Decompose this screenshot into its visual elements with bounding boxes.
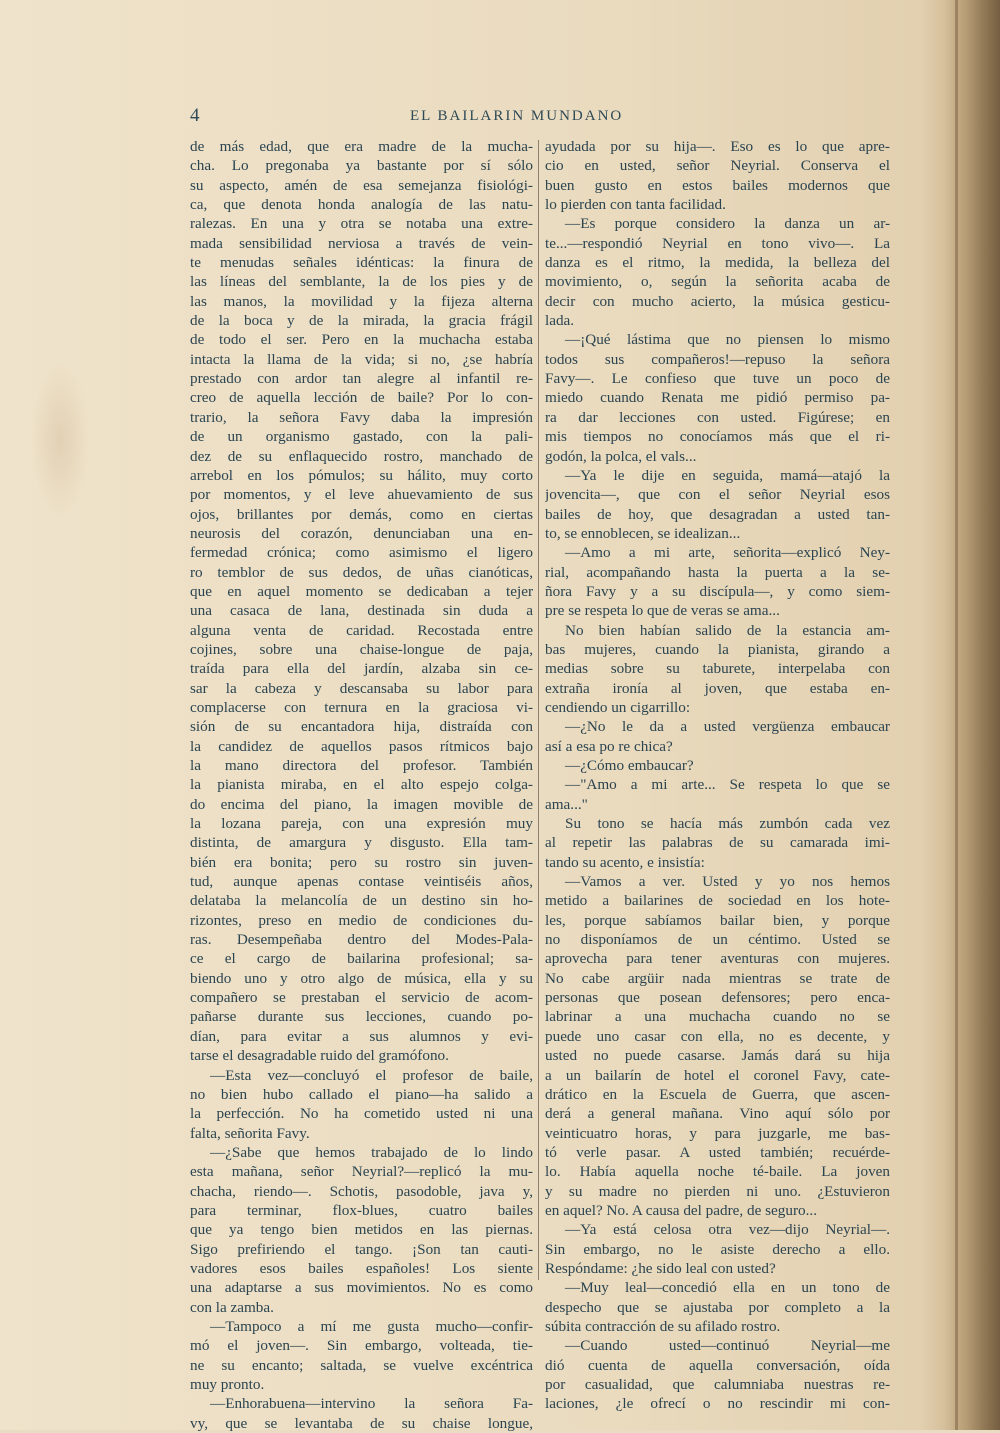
text-line: biendo uno y otro algo de música, ella y su [190,969,533,987]
text-line: drático en la Escuela de Guerra, que ascen- [545,1085,890,1103]
text-line: por casualidad, que calumniaba nuestras re- [545,1376,890,1393]
text-line: medias sobre su taburete, interpelaba con [545,660,890,678]
text-line: labrinar a una muchacha cuando no se [545,1008,890,1026]
left-text-column [190,137,533,1433]
text-line: creo de aquella lección de baile? Por lo con- [190,389,533,407]
text-line: compañero se prestaban el servicio de acom- [190,989,533,1007]
text-line: las manos, la movilidad y la fijeza alterna [190,292,533,310]
text-line: ne su encanto; saltada, se vuelve excéntrica [190,1356,533,1374]
text-line: tarse el desagradable ruido del gramófono. [190,1047,449,1065]
text-line: usted no puede casarse. Jamás dará su hija [545,1047,890,1065]
text-line: vy, que se levantaba de su chaise longue, [190,1414,533,1432]
text-line: esta mañana, señor Neyrial?—replicó la mu- [190,1163,533,1181]
text-line: distinta, de amargura y disgusto. Ella tam- [190,834,533,852]
text-line: así a esa po re chica? [545,737,673,755]
text-line: buen gusto en estos bailes modernos que [545,176,890,194]
text-line: dían, para evitar a sus alumnos y evi- [190,1027,533,1045]
text-line: —Ya le dije en seguida, mamá—atajó la [565,466,890,484]
text-line: trario, la señora Favy daba la impresión [190,408,533,426]
text-line: te...—respondió Neyrial en tono vivo—. La [545,234,890,252]
text-line: traída para ella del jardín, alzaba sin ce- [190,660,533,678]
text-line: veinticuatro horas, y para juzgarle, me bas- [545,1124,890,1142]
text-line: la pianista miraba, en el alto espejo colga- [190,776,533,794]
text-line: —Vamos a ver. Usted y yo nos hemos [565,873,890,891]
text-line: —Muy leal—concedió ella en un tono de [565,1279,890,1297]
text-line: Sin embargo, no le asiste derecho a ello. [545,1240,890,1258]
text-line: No cabe argüir nada mientras se trate de [545,969,890,987]
text-line: decir con mucho acierto, la música gesticu- [545,292,890,310]
text-line: la lozana pareja, con una expresión muy [190,815,533,833]
text-line: despecho que se ajustaba por completo a la [545,1298,890,1316]
text-line: ras. Desempeñaba dentro del Modes-Pala- [190,931,533,949]
text-line: —Esta vez—concluyó el profesor de baile, [210,1066,533,1084]
text-line: ro temblor de sus dedos, de uñas cianóticas, [190,563,533,581]
text-line: les, porque sabíamos bailar bien, y porque [545,911,890,929]
text-line: puede uno casar con ella, no es decente, y [545,1027,890,1045]
text-line: Favy—. Le confieso que tuve un poco de [545,370,890,388]
text-line: Su tono se hacía más zumbón cada vez [565,815,890,833]
text-line: ayudada por su hija—. Eso es lo que apre- [545,138,890,155]
text-line: Sigo prefiriendo el tango. ¡Son tan cauti- [190,1240,533,1258]
text-line: miedo cuando Renata me pidió permiso pa- [545,389,890,407]
text-line: jovencita—, que con el señor Neyrial esos [545,486,890,504]
text-line: prestado con ardor tan alegre al infantil re- [190,370,533,388]
text-line: sar la cabeza y descansaba su labor para [190,679,533,697]
text-line: las líneas del semblante, la de los pies y de [190,273,533,291]
text-line: aprovecha para tener aventuras con mujeres. [545,950,890,968]
text-line: —¿No le da a usted vergüenza embaucar [565,718,890,736]
text-line: alguna venta de caridad. Recostada entre [190,621,533,639]
text-line: y su madre no pierden ni uno. ¿Estuvieron [545,1182,890,1200]
text-line: —Ya está celosa otra vez—dijo Neyrial—. [565,1221,890,1239]
text-line: —Enhorabuena—intervino la señora Fa- [210,1395,533,1413]
text-line: vadores esos bailes españoles! Los siente [190,1259,533,1277]
text-line: una adaptarse a sus movimientos. No es como [190,1279,533,1297]
right-text-column [545,137,890,1414]
text-line: danza es el ritmo, la medida, la belleza del [545,254,890,272]
text-line: una casaca de lana, destinada sin duda a [190,602,533,620]
text-line: mada sensibilidad nerviosa a través de vein- [190,234,533,252]
text-line: —"Amo a mi arte... Se respeta lo que se [565,776,890,794]
text-line: metido a bailarines de sociedad en los hote- [545,892,890,910]
text-line: —Amo a mi arte, señorita—explicó Ney- [565,544,890,562]
text-line: ce el cargo de bailarina profesional; sa- [190,950,533,968]
paper-stain [30,360,90,520]
text-line: su aspecto, amén de esa semejanza fisiológi- [190,176,533,194]
text-line: ca, que denota honda analogía de las natu- [190,196,533,214]
text-line: cha. Lo pregonaba ya bastante por sí sólo [190,157,533,175]
text-line: delataba la melancolía de un destino sin ho- [190,892,533,910]
text-line: dió cuenta de aquella conversación, oída [545,1356,890,1374]
text-line: todos sus compañeros!—repuso la señora [545,350,890,368]
text-line: que ya tengo bien metidos en las piernas. [190,1221,533,1239]
text-line: falta, señorita Favy. [190,1124,310,1142]
text-line: ama..." [545,795,588,813]
text-line: bailes de hoy, que desagradan a usted tan- [545,505,890,523]
text-line: pañarse durante sus lecciones, cuando po- [190,1008,533,1026]
text-line: —Es porque considero la danza un ar- [565,215,890,233]
text-line: No bien habían salido de la estancia am- [565,621,890,639]
text-line: —Tampoco a mí me gusta mucho—confir- [210,1317,533,1335]
text-line: lo. Había aquella noche té-baile. La joven [545,1163,890,1181]
text-line: súbita contracción de su afilado rostro. [545,1317,781,1335]
text-line: arrebol en los pómulos; su hálito, muy corto [190,466,533,484]
text-line: —¿Cómo embaucar? [565,757,694,774]
running-title: EL BAILARIN MUNDANO [410,108,624,124]
text-line: laciones, ¿le ofrecí o no rescindir mi con- [545,1395,890,1413]
text-line: lada. [545,312,575,330]
text-line: —¡Qué lástima que no piensen lo mismo [565,331,890,349]
text-line: de un organismo gastado, con la pali- [190,428,533,446]
text-line: al repetir las palabras de su camarada imi- [545,834,890,852]
page-header [190,105,890,133]
text-line: Respóndame: ¿he sido leal con usted? [545,1259,776,1277]
text-line: que en aquel momento se dedicaban a tejer [190,582,533,600]
text-line: tud, aunque apenas contase veintiséis años, [190,873,533,891]
page-number: 4 [190,105,200,126]
text-line: godón, la polca, el vals... [545,447,697,465]
text-line: te menudas señales idénticas: la finura de [190,254,533,272]
text-line: chacha, riendo—. Schotis, pasodoble, java y, [190,1182,533,1200]
text-line: ra dar lecciones con usted. Figúrese; en [545,408,890,426]
text-line: intacta la llama de la vida; si no, ¿se habría [190,350,533,368]
text-line: ojos, brillantes por demás, como en ciertas [190,505,533,523]
text-line: para terminar, flox-blues, cuatro bailes [190,1201,533,1219]
text-line: cojines, sobre una chaise-longue de paja, [190,640,533,658]
text-line: complacerse con ternura en la graciosa vi- [190,698,533,716]
text-line: mó el joven—. Sin embargo, volteada, tie- [190,1337,533,1355]
text-line: rizontes, preso en medio de condiciones du- [190,911,533,929]
text-line: bas mujeres, cuando la pianista, girando a [545,640,890,658]
text-line: la candidez de aquellos pasos rítmicos bajo [190,737,533,755]
text-line: dez de su enflaquecido rostro, manchado de [190,447,533,465]
text-line: a un bailarín de hotel el coronel Favy, cate- [545,1066,890,1084]
text-line: to, se ennoblecen, se idealizan... [545,524,741,542]
text-line: rial, acompañando hasta la puerta a la se- [545,563,890,581]
page-edge-shadow [945,0,1000,1430]
text-line: extraña ironía al joven, que estaba en- [545,679,890,697]
text-line: ralezas. En una y otra se notaba una extre- [190,215,533,233]
text-line: por momentos, y el leve ahuevamiento de sus [190,486,533,504]
text-line: la perfección. No ha cometido usted ni una [190,1105,533,1123]
text-line: muy pronto. [190,1376,265,1393]
text-line: no bien hubo callado el piano—ha salido a [190,1085,533,1103]
text-line: —Cuando usted—continuó Neyrial—me [565,1337,890,1355]
text-line: do encima del piano, la imagen movible de [190,795,533,813]
text-line: sión de su encantadora hija, distraída con [190,718,533,736]
text-line: lo pierden con tanta facilidad. [545,196,726,214]
text-line: bién era bonita; pero su rostro sin juven- [190,853,533,871]
text-line: la mano directora del profesor. También [190,757,533,774]
text-line: neurosis del corazón, denunciaban una en- [190,524,533,542]
text-line: pre se respeta lo que de veras se ama... [545,602,780,620]
text-line: de todo el ser. Pero en la muchacha estaba [190,331,533,349]
text-line: no disponíamos de un céntimo. Usted se [545,931,890,949]
text-line: movimiento, o, según la señorita acaba de [545,273,890,291]
text-line: ñora Favy y a su discípula—, y como siem- [545,582,890,600]
column-divider [538,140,539,1280]
text-line: tó verle pasar. A usted también; recuérde- [545,1143,890,1161]
text-line: —¿Sabe que hemos trabajado de lo lindo [210,1143,533,1161]
text-line: tando su acento, e insistía: [545,853,705,871]
text-line: de la boca y de la mirada, la gracia frágil [190,312,533,330]
text-line: mis tiempos no conocíamos más que el ri- [545,428,890,446]
text-line: fermedad crónica; como asimismo el ligero [190,544,533,562]
text-line: cendiendo un cigarrillo: [545,698,691,716]
text-line: en aquel? No. A causa del padre, de seguro... [545,1201,818,1219]
text-line: derá a general mañana. Vino aquí sólo por [545,1105,890,1123]
text-line: personas que posean defensores; pero enca- [545,989,890,1007]
text-line: cio en usted, señor Neyrial. Conserva el [545,157,890,175]
text-line: de más edad, que era madre de la mucha- [190,138,533,155]
text-line: con la zamba. [190,1298,274,1316]
